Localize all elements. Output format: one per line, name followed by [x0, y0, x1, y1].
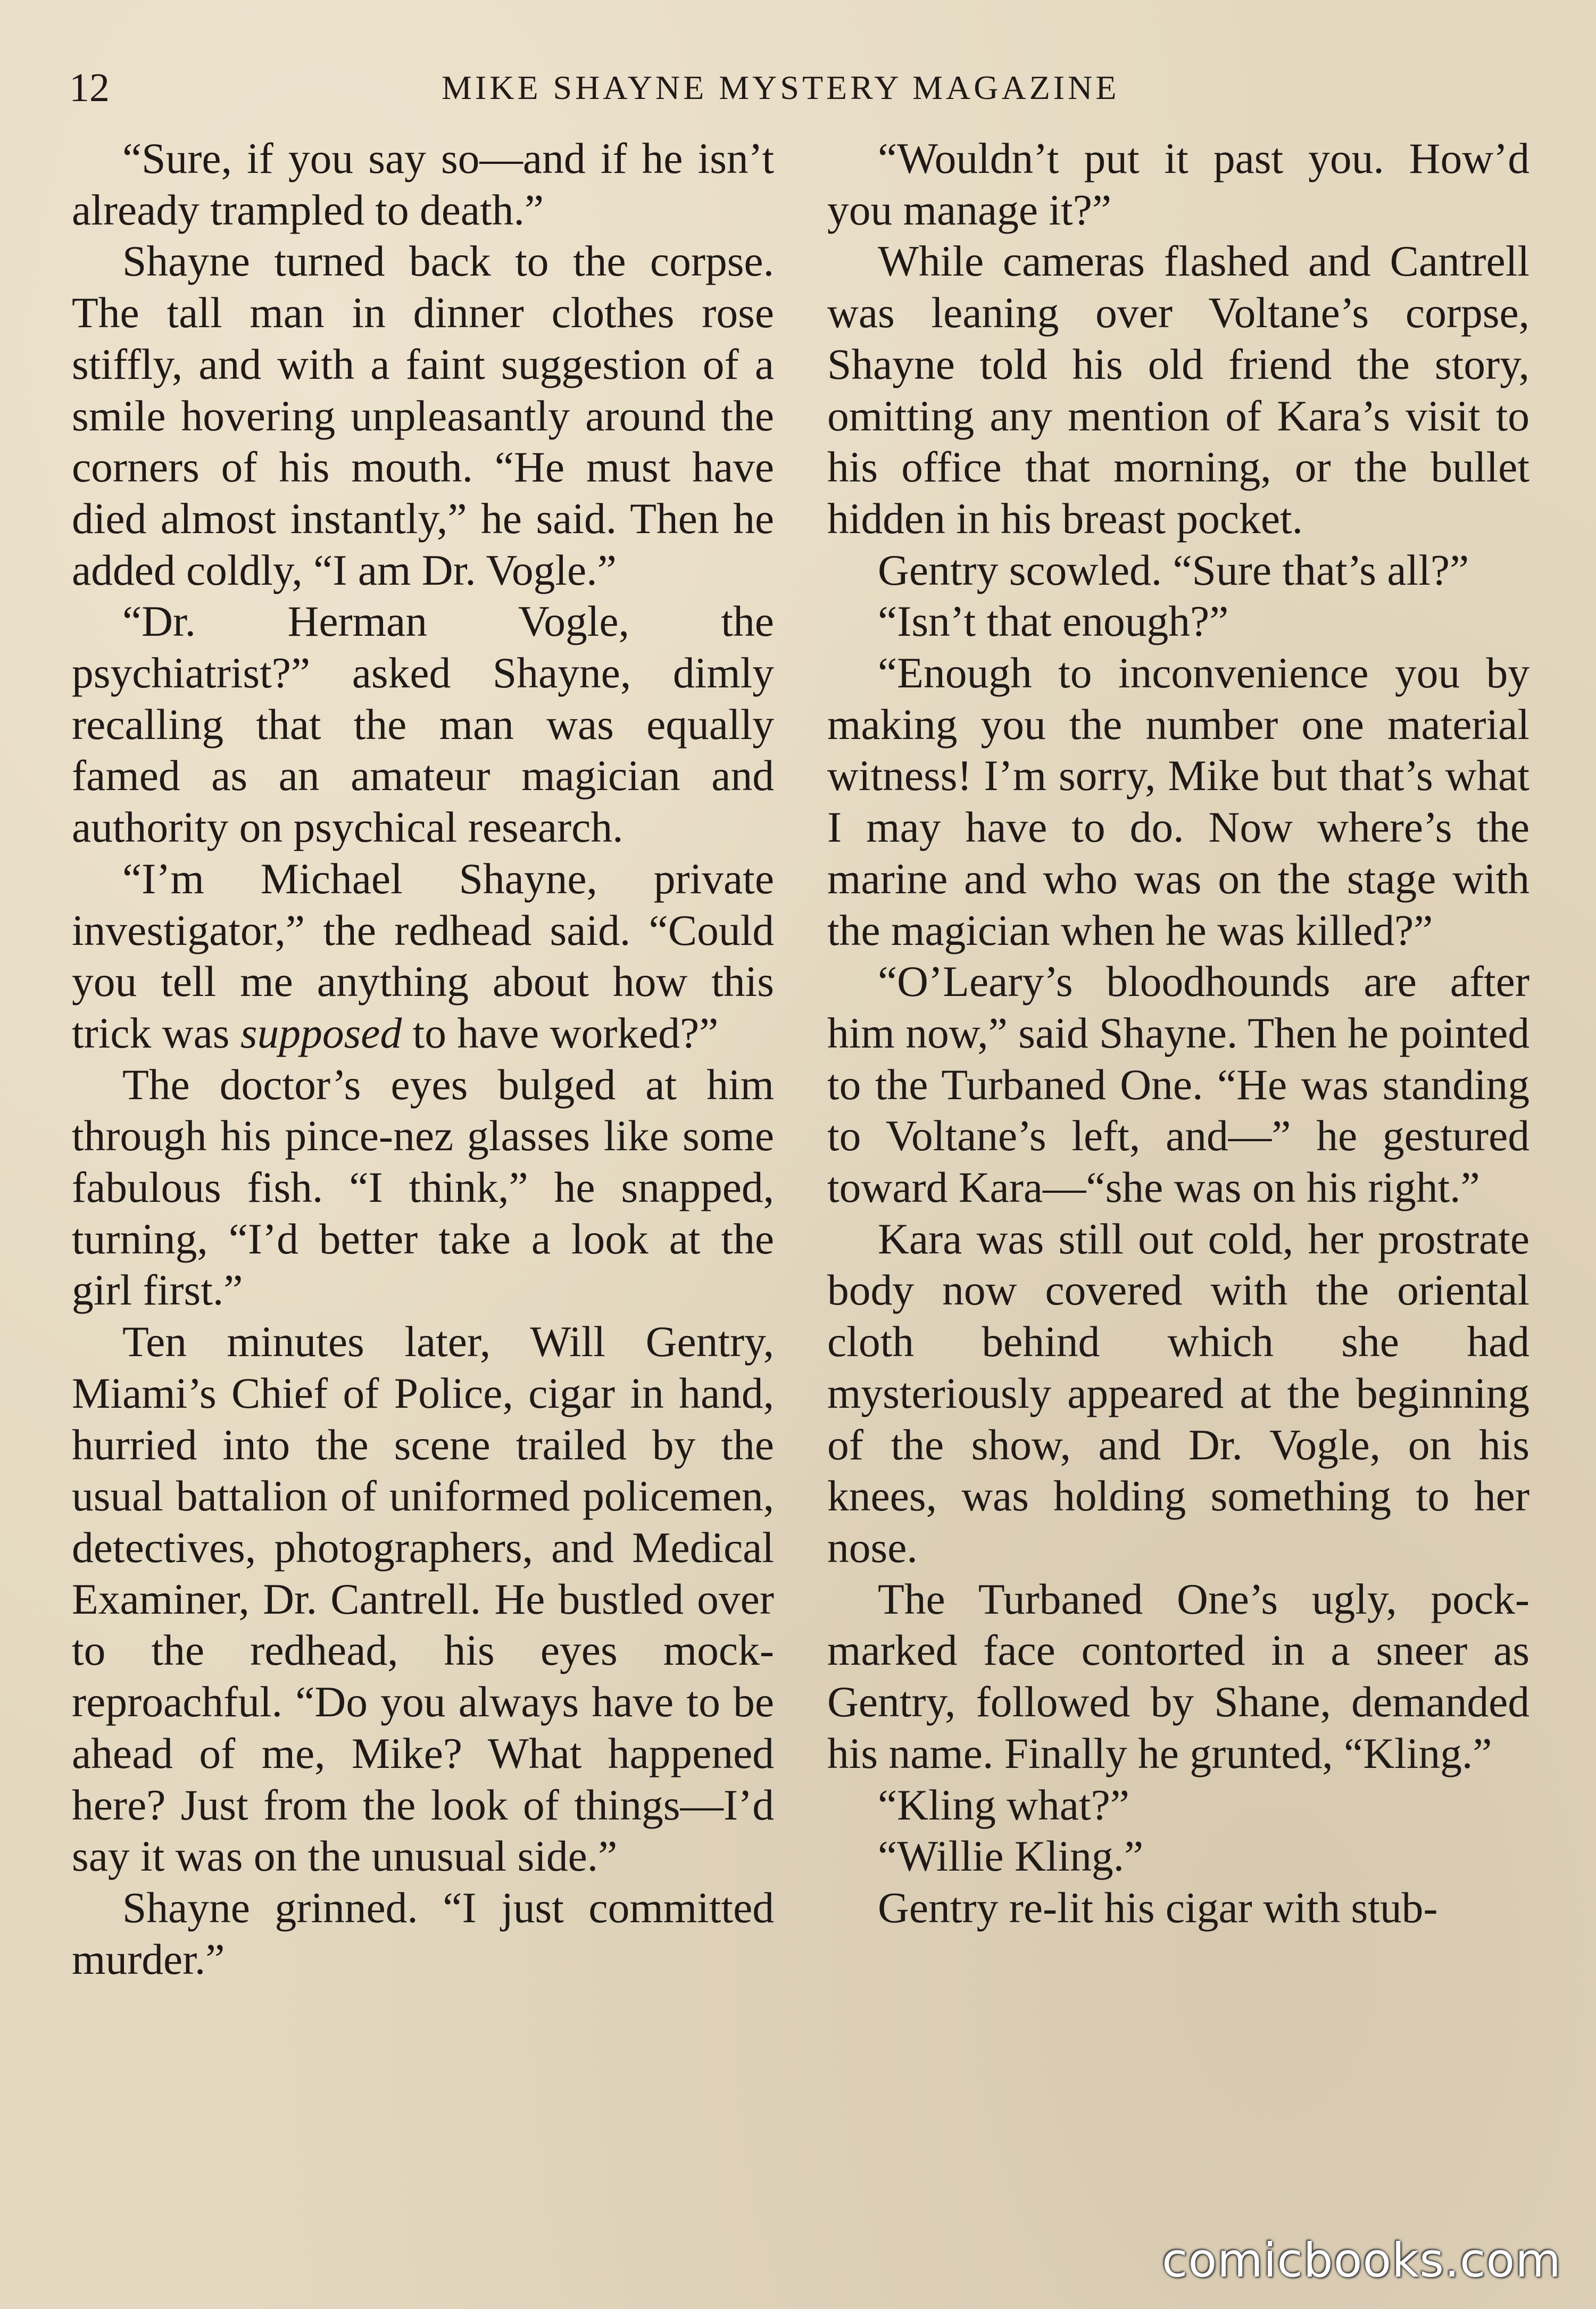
paragraph: “Kling what?”: [878, 1780, 1129, 1829]
paragraph: “Dr. Herman Vogle, the psychiatrist?” asked Shayne, dimly recalling that the man was equally famed as an amateur magician and authority on psychical research.: [72, 597, 774, 852]
paragraph: Ten minutes later, Will Gentry, Miami’s Chief of Police, cigar in hand, hurried into the scene trailed by the usual battalion of uniformed policemen, detectives, photographers, and Medical Examiner, Dr. Cantrell. He bustled over to the redhead, his eyes mock-reproachful. “Do you always have to be ahead of me, Mike? What happened here? Just from the look of things—I’d say it was on the unusual side.”: [72, 1317, 774, 1881]
page-number: 12: [69, 65, 110, 110]
watermark: comicbooks.com: [1161, 2233, 1561, 2288]
paragraph: “Wouldn’t put it past you. How’d you manage it?”: [827, 134, 1530, 234]
paragraph: “Isn’t that enough?”: [878, 597, 1229, 646]
paragraph: Gentry scowled. “Sure that’s all?”: [878, 545, 1469, 594]
running-head: MIKE SHAYNE MYSTERY MAGAZINE: [442, 69, 1120, 106]
paragraph: “O’Leary’s bloodhounds are after him now,” said Shayne. Then he pointed to the Turbaned One. “He was standing to Voltane’s left, and—” he gestured toward Kara—“she was on his right.”: [827, 957, 1530, 1212]
paragraph-text: to have worked?”: [402, 1008, 719, 1057]
left-column: [72, 133, 774, 1985]
paragraph: While cameras flashed and Cantrell was leaning over Voltane’s corpse, Shayne told his old friend the story, omitting any mention of Kara’s visit to his office that morning, or the bullet hidden in his breast pocket.: [827, 237, 1530, 543]
paragraph: Shayne turned back to the corpse. The tall man in dinner clothes rose stiffly, and with a faint suggestion of a smile hovering unpleasantly around the corners of his mouth. “He must have died almost instantly,” he said. Then he added coldly, “I am Dr. Vogle.”: [72, 237, 774, 594]
paragraph: The doctor’s eyes bulged at him through his pince-nez glasses like some fabulous fish. “I think,” he snapped, turning, “I’d better take a look at the girl first.”: [72, 1060, 774, 1315]
paragraph: [72, 853, 774, 1059]
page-header: [69, 59, 1527, 117]
right-column: [827, 133, 1530, 1934]
paragraph-text: “I’m Michael Shayne, private investigator,” the redhead said. “Could you tell me anything about how this trick was: [72, 854, 774, 1057]
paragraph: The Turbaned One’s ugly, pock-marked face contorted in a sneer as Gentry, followed by Shane, demanded his name. Finally he grunted, “Kling.”: [827, 1574, 1530, 1778]
paragraph: Kara was still out cold, her prostrate body now covered with the oriental cloth behind which she had mysteriously appeared at the beginning of the show, and Dr. Vogle, on his knees, was holding something to her nose.: [827, 1214, 1530, 1572]
paragraph: “Enough to inconvenience you by making you the number one material witness! I’m sorry, Mike but that’s what I may have to do. Now where’s the marine and who was on the stage with the magician when he was killed?”: [827, 649, 1530, 954]
paragraph: Gentry re-lit his cigar with stub-: [878, 1883, 1438, 1932]
italic-word: supposed: [240, 1008, 402, 1057]
paragraph: “Willie Kling.”: [878, 1832, 1144, 1881]
paragraph: “Sure, if you say so—and if he isn’t already trampled to death.”: [72, 134, 774, 234]
paragraph: Shayne grinned. “I just committed murder.”: [72, 1883, 774, 1983]
